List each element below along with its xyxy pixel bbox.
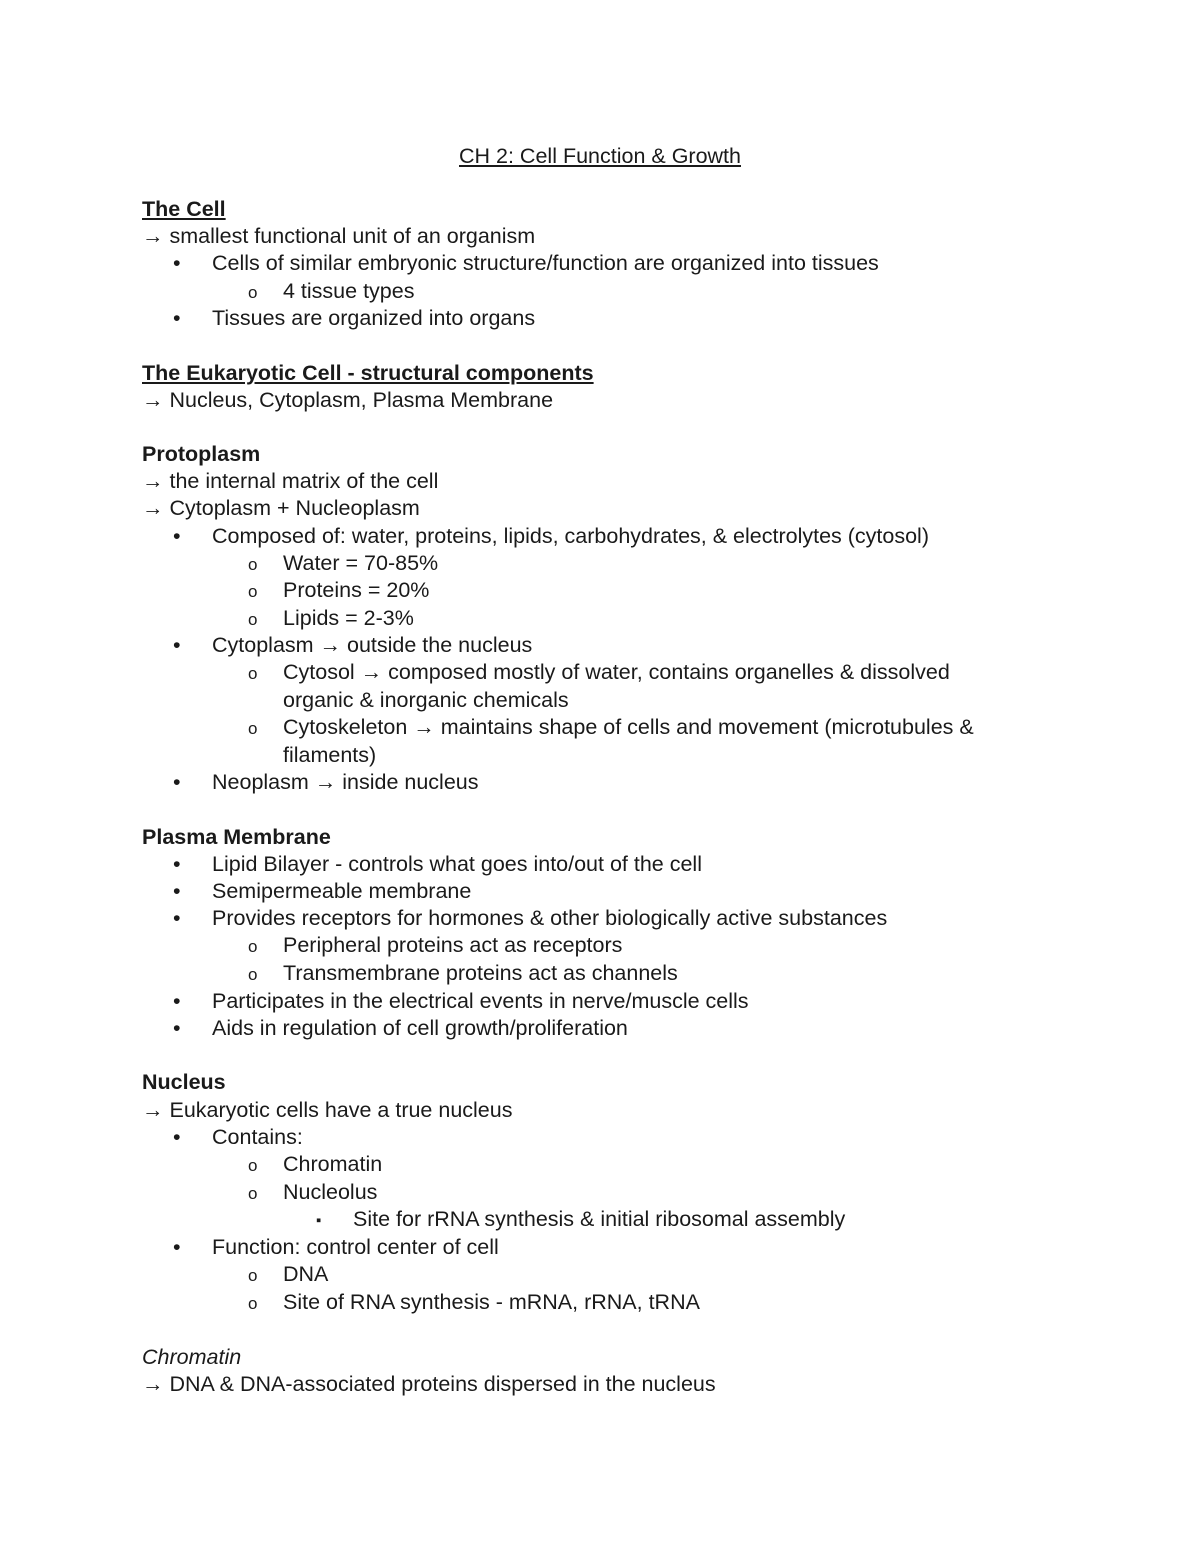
arrow-symbol: → — [142, 496, 164, 520]
sub-bullet-icon: o — [248, 965, 258, 984]
bullet-icon: • — [173, 1016, 181, 1040]
arrow-text: Cytoplasm + Nucleoplasm — [169, 496, 420, 520]
arrow-text: smallest functional unit of an organism — [169, 224, 536, 248]
bullet-icon: • — [173, 770, 181, 794]
arrow-text: DNA & DNA-associated proteins dispersed in the nucleus — [169, 1372, 716, 1396]
list-item: Contains: — [212, 1125, 303, 1149]
arrow-symbol: → — [142, 1098, 164, 1122]
list-item: Tissues are organized into organs — [212, 306, 536, 330]
bullet-icon: • — [173, 633, 181, 657]
sub-sub-list-item: Site for rRNA synthesis & initial ribosomal assembly — [353, 1207, 846, 1231]
bullet-icon: • — [173, 989, 181, 1013]
arrow-line — [142, 223, 535, 250]
bullet-icon: • — [173, 306, 181, 330]
sub-list-item-continued: filaments) — [283, 743, 377, 767]
section-heading-plasma-membrane: Plasma Membrane — [142, 825, 331, 849]
arrow-line — [142, 468, 438, 495]
bullet-icon: • — [173, 852, 181, 876]
sub-list-item: Cytoskeleton → maintains shape of cells and movement (microtubules & — [283, 715, 974, 739]
section-heading-eukaryotic-cell: The Eukaryotic Cell - structural components — [142, 361, 594, 385]
sub-bullet-icon: o — [248, 1266, 258, 1285]
list-item: Composed of: water, proteins, lipids, carbohydrates, & electrolytes (cytosol) — [212, 524, 929, 548]
list-item: Cytoplasm → outside the nucleus — [212, 633, 533, 657]
list-item: Cells of similar embryonic structure/function are organized into tissues — [212, 251, 879, 275]
bullet-icon: • — [173, 1235, 181, 1259]
sub-list-item: Site of RNA synthesis - mRNA, rRNA, tRNA — [283, 1290, 700, 1314]
section-heading-chromatin: Chromatin — [142, 1345, 242, 1369]
list-item: Provides receptors for hormones & other biologically active substances — [212, 906, 888, 930]
sub-list-item: Chromatin — [283, 1152, 383, 1176]
sub-list-item: Transmembrane proteins act as channels — [283, 961, 678, 985]
arrow-symbol: → — [142, 224, 164, 248]
sub-bullet-icon: o — [248, 610, 258, 629]
sub-list-item: Lipids = 2-3% — [283, 606, 414, 630]
sub-list-item: Nucleolus — [283, 1180, 378, 1204]
arrow-symbol: → — [142, 469, 164, 493]
bullet-icon: • — [173, 906, 181, 930]
sub-list-item-continued: organic & inorganic chemicals — [283, 688, 569, 712]
sub-bullet-icon: o — [248, 582, 258, 601]
sub-list-item: Proteins = 20% — [283, 578, 430, 602]
sub-list-item: Peripheral proteins act as receptors — [283, 933, 623, 957]
arrow-text: Eukaryotic cells have a true nucleus — [169, 1098, 513, 1122]
sub-bullet-icon: o — [248, 1294, 258, 1313]
bullet-icon: • — [173, 1125, 181, 1149]
arrow-text: the internal matrix of the cell — [169, 469, 439, 493]
section-heading-the-cell: The Cell — [142, 197, 226, 221]
list-item: Aids in regulation of cell growth/proliferation — [212, 1016, 628, 1040]
sub-bullet-icon: o — [248, 555, 258, 574]
square-bullet-icon: ▪ — [316, 1212, 322, 1229]
arrow-symbol: → — [142, 388, 164, 412]
section-heading-nucleus: Nucleus — [142, 1070, 226, 1094]
sub-bullet-icon: o — [248, 1184, 258, 1203]
page-title: CH 2: Cell Function & Growth — [459, 144, 741, 168]
sub-list-item: 4 tissue types — [283, 279, 415, 303]
list-item: Semipermeable membrane — [212, 879, 472, 903]
section-heading-protoplasm: Protoplasm — [142, 442, 261, 466]
list-item: Participates in the electrical events in nerve/muscle cells — [212, 989, 749, 1013]
list-item: Lipid Bilayer - controls what goes into/out of the cell — [212, 852, 702, 876]
arrow-line — [142, 387, 553, 414]
sub-bullet-icon: o — [248, 664, 258, 683]
arrow-line — [142, 495, 420, 522]
sub-bullet-icon: o — [248, 937, 258, 956]
arrow-symbol: → — [142, 1372, 164, 1396]
sub-bullet-icon: o — [248, 1156, 258, 1175]
bullet-icon: • — [173, 251, 181, 275]
arrow-line — [142, 1371, 716, 1398]
sub-bullet-icon: o — [248, 283, 258, 302]
bullet-icon: • — [173, 879, 181, 903]
bullet-icon: • — [173, 524, 181, 548]
arrow-text: Nucleus, Cytoplasm, Plasma Membrane — [169, 388, 554, 412]
sub-bullet-icon: o — [248, 719, 258, 738]
sub-list-item: Water = 70-85% — [283, 551, 439, 575]
arrow-line — [142, 1097, 512, 1124]
list-item: Neoplasm → inside nucleus — [212, 770, 479, 794]
list-item: Function: control center of cell — [212, 1235, 499, 1259]
sub-list-item: DNA — [283, 1262, 329, 1286]
sub-list-item: Cytosol → composed mostly of water, contains organelles & dissolved — [283, 660, 950, 684]
